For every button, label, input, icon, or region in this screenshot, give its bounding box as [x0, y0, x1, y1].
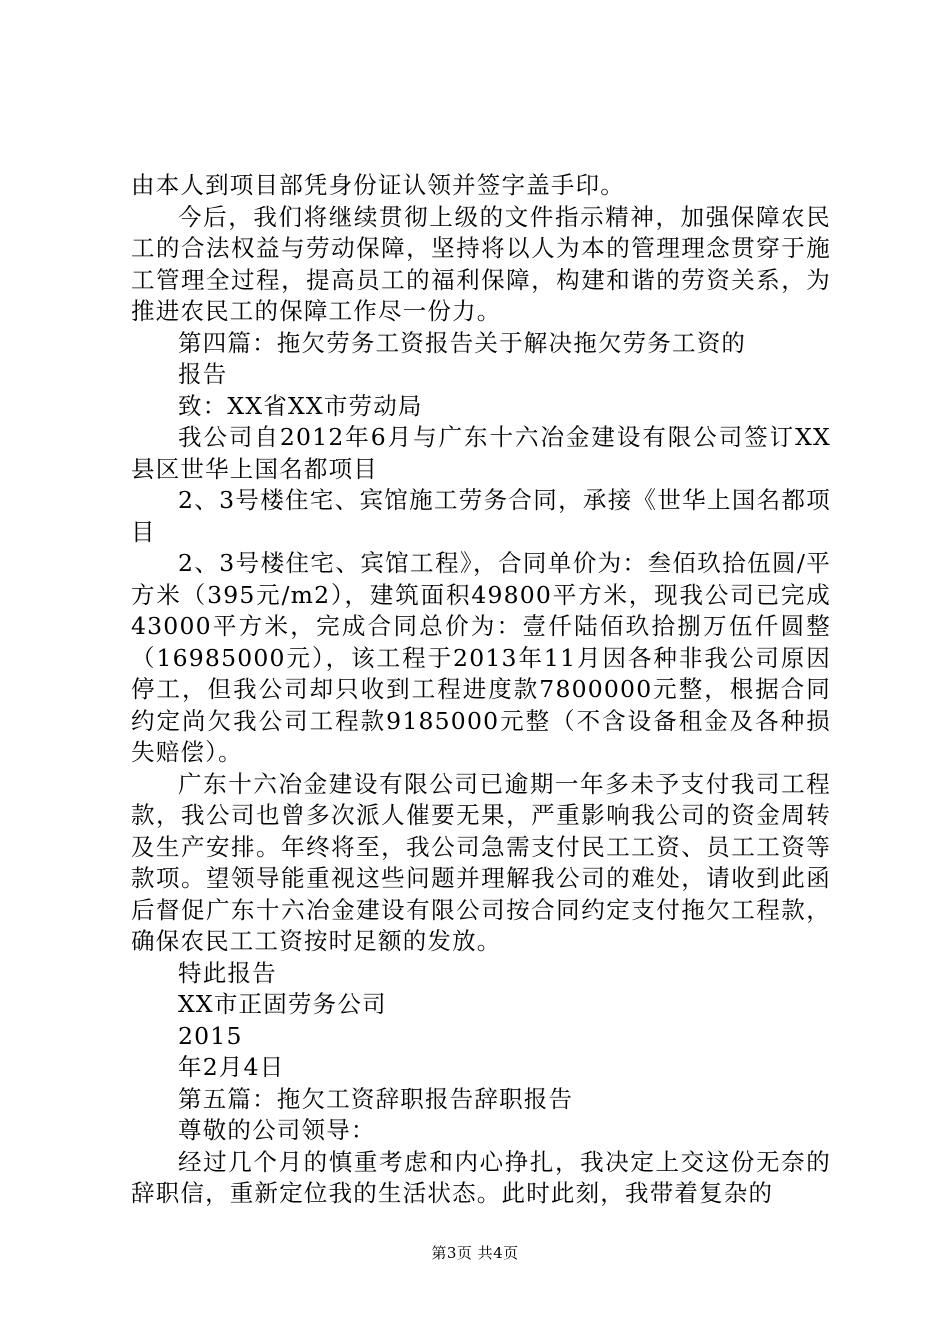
paragraph: 经过几个月的慎重考虑和内心挣扎，我决定上交这份无奈的辞职信，重新定位我的生活状态。此时此刻，我带着复杂的: [131, 1147, 831, 1207]
salutation: 尊敬的公司领导：: [178, 1116, 376, 1144]
paragraph: 2、3号楼住宅、宾馆施工劳务合同，承接《世华上国名都项目: [131, 486, 831, 546]
document-body: [131, 170, 831, 1210]
addressee-line: 致：XX省XX市劳动局: [178, 391, 423, 420]
signature-date: 年2月4日: [178, 1053, 285, 1081]
signatory-company: XX市正固劳务公司: [178, 990, 387, 1018]
paragraph: 我公司自2012年6月与广东十六冶金建设有限公司签订XX县区世华上国名都项目: [131, 423, 831, 483]
section-heading: 第四篇：拖欠劳务工资报告关于解决拖欠劳务工资的: [178, 328, 747, 357]
page-number-indicator: 第3页 共4页: [431, 1244, 519, 1262]
section-heading: 第五篇：拖欠工资辞职报告辞职报告: [178, 1084, 574, 1113]
page-footer: [0, 1242, 950, 1263]
signature-year: 2015: [178, 1021, 243, 1050]
paragraph: 2、3号楼住宅、宾馆工程》，合同单价为：叁佰玖拾伍圆/平方米（395元/m2），建筑面积49800平方米，现我公司已完成43000平方米，完成合同总价为：壹仟陆佰玖拾捌万伍仟圆整（16985000元），该工程于2013年11月因各种非我公司原因停工，但我公司却只收到工程进度款7800000元整，根据合同约定尚欠我公司工程款9185000元整（不含设备租金及各种损失赔偿）。: [131, 549, 831, 766]
closing-line: 特此报告: [178, 958, 277, 987]
section-heading-continued: 报告: [178, 360, 228, 388]
paragraph: 广东十六冶金建设有限公司已逾期一年多未予支付我司工程款，我公司也曾多次派人催要无果，严重影响我公司的资金周转及生产安排。年终将至，我公司急需支付民工工资、员工工资等款项。望领导能重视这些问题并理解我公司的难处，请收到此函后督促广东十六冶金建设有限公司按合同约定支付拖欠工程款，确保农民工工资按时足额的发放。: [131, 769, 831, 955]
paragraph: 由本人到项目部凭身份证认领并签字盖手印。: [131, 171, 625, 199]
paragraph: 今后，我们将继续贯彻上级的文件指示精神，加强保障农民工的合法权益与劳动保障，坚持将以人为本的管理理念贯穿于施工管理全过程，提高员工的福利保障，构建和谐的劳资关系，为推进农民工的保障工作尽一份力。: [131, 202, 831, 325]
